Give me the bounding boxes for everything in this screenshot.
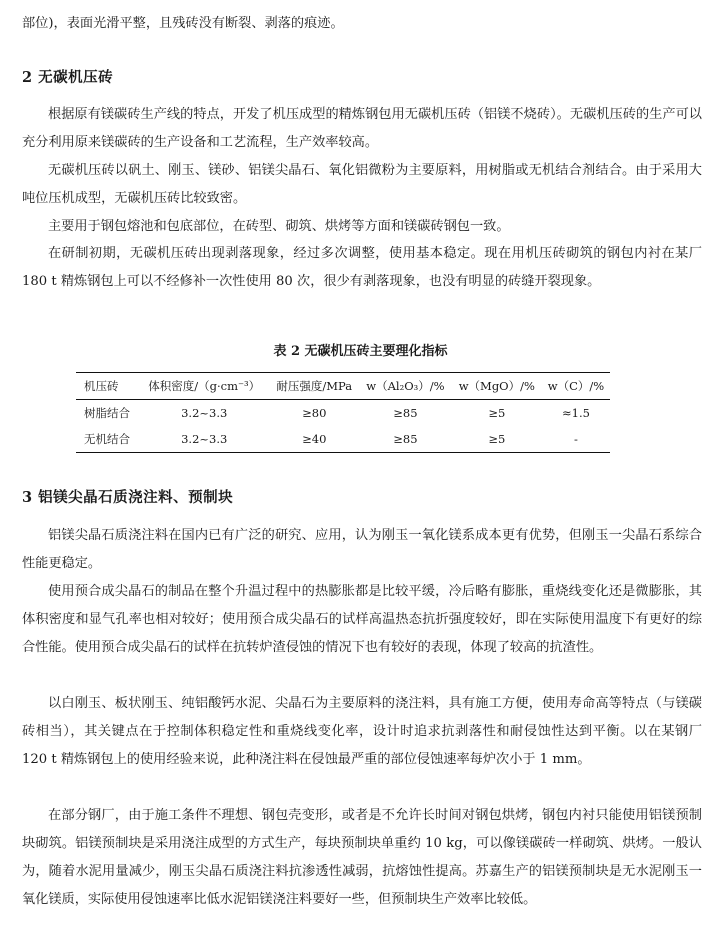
section-3-paragraph: 使用预合成尖晶石的制品在整个升温过程中的热膨胀都是比较平缓，冷后略有膨胀，重烧线变化还是微膨胀，其体积密度和显气孔率也相对较好；使用预合成尖晶石的试样高温热态抗折强度较好，即在实际使用温度下有更好的综合性能。使用预合成尖晶石的试样在抗转炉渣侵蚀的情况下也有较好的表现，体现了较高的抗渣性。: [22, 584, 702, 655]
table-cell: ≥5: [488, 406, 506, 420]
table-cell: 3.2~3.3: [181, 406, 228, 420]
table-cell: 3.2~3.3: [181, 432, 228, 446]
section-2-paragraph: 无碳机压砖以矾土、刚玉、镁砂、铝镁尖晶石、氧化铝微粉为主要原料，用树脂或无机结合剂结合。由于采用大吨位压机成型，无碳机压砖比较致密。: [22, 163, 702, 206]
table-cell: 无机结合: [84, 432, 130, 446]
section-2-paragraph: 根据原有镁碳砖生产线的特点，开发了机压成型的精炼钢包用无碳机压砖（铝镁不烧砖）。无碳机压砖的生产可以充分利用原来镁碳砖的生产设备和工艺流程，生产效率较高。: [22, 107, 702, 150]
section-2-paragraph: 主要用于钢包熔池和包底部位，在砖型、砌筑、烘烤等方面和镁碳砖钢包一致。: [48, 219, 510, 234]
table-cell: ≥85: [393, 432, 418, 446]
table-caption: 表 2 无碳机压砖主要理化指标: [273, 344, 448, 359]
table-cell: ≥85: [393, 406, 418, 420]
section-3-heading: 3 铝镁尖晶石质浇注料、预制块: [22, 489, 234, 506]
table-header-row: [76, 373, 610, 400]
column-header: w（C）/%: [547, 379, 605, 393]
section-3-paragraph: 在部分钢厂，由于施工条件不理想、钢包壳变形，或者是不允许长时间对钢包烘烤，钢包内衬只能使用铝镁预制块砌筑。铝镁预制块是采用浇注成型的方式生产，每块预制块单重约 10 kg，可以像镁碳砖一样砌筑、烘烤。一般认为，随着水泥用量减少，刚玉尖晶石质浇注料抗渗透性减弱，抗熔蚀性提高。苏嘉生产的铝镁预制块是无水泥刚玉一氧化镁质，实际使用侵蚀速率比低水泥铝镁浇注料要好一些，但预制块生产效率比较低。: [22, 808, 702, 907]
table-cell: -: [574, 432, 578, 446]
table-cell: ≥5: [488, 432, 506, 446]
column-header: w（MgO）/%: [458, 379, 535, 393]
continued-text: 部位)，表面光滑平整，且残砖没有断裂、剥落的痕迹。: [22, 16, 344, 31]
column-header: 体积密度/（g·cm⁻³）: [148, 379, 261, 393]
column-header: 机压砖: [84, 379, 119, 393]
section-3-paragraph: 铝镁尖晶石质浇注料在国内已有广泛的研究、应用，认为刚玉一氧化镁系成本更有优势，但刚玉一尖晶石系综合性能更稳定。: [22, 528, 702, 571]
section-2-heading: 2 无碳机压砖: [22, 69, 114, 86]
table-cell: ≈1.5: [562, 406, 590, 420]
table-row: [76, 426, 610, 453]
section-3-paragraph: 以白刚玉、板状刚玉、纯铝酸钙水泥、尖晶石为主要原料的浇注料，具有施工方便，使用寿命高等特点（与镁碳砖相当），其关键点在于控制体积稳定性和重烧线变化率，设计时追求抗剥落性和耐侵蚀性达到平衡。以在某钢厂 120 t 精炼钢包上的使用经验来说，此种浇注料在侵蚀最严重的部位侵蚀速率每炉次小于 1 mm。: [22, 696, 702, 767]
table-cell: ≥40: [302, 432, 327, 446]
section-2-paragraph: 在研制初期，无碳机压砖出现剥落现象，经过多次调整，使用基本稳定。现在用机压砖砌筑的钢包内衬在某厂 180 t 精炼钢包上可以不经修补一次性使用 80 次，很少有剥落现象，也没有明显的砖缝开裂现象。: [22, 246, 702, 289]
table-cell: 树脂结合: [84, 406, 130, 420]
table-cell: ≥80: [302, 406, 327, 420]
column-header: w（Al₂O₃）/%: [366, 379, 445, 393]
column-header: 耐压强度/MPa: [276, 379, 353, 393]
table-row: [76, 400, 610, 427]
properties-table: [76, 372, 610, 453]
